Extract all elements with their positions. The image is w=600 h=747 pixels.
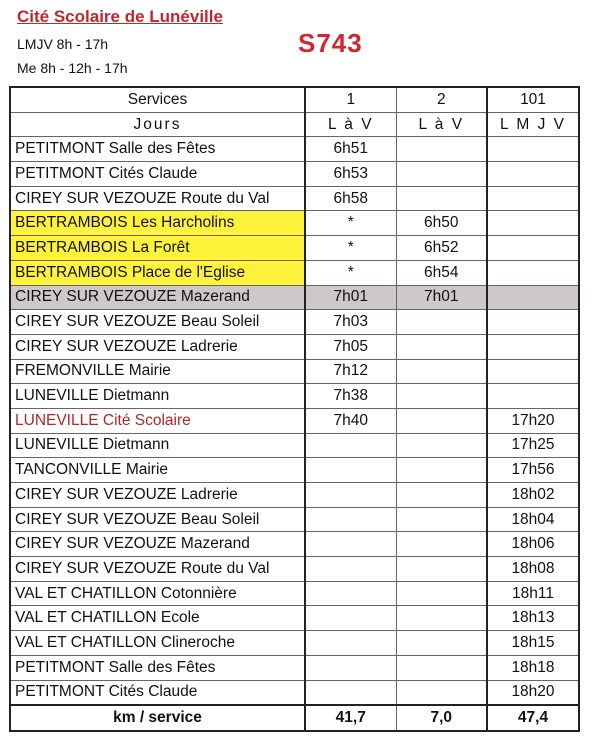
service-1-time — [305, 655, 396, 680]
table-row — [10, 285, 579, 310]
table-row — [10, 384, 579, 409]
stop-name: CIREY SUR VEZOUZE Ladrerie — [10, 483, 305, 508]
service-2-time — [396, 137, 487, 162]
service-2-time — [396, 334, 487, 359]
stop-name: LUNEVILLE Dietmann — [10, 384, 305, 409]
header-row-services — [10, 87, 579, 112]
table-row — [10, 334, 579, 359]
service-101-time: 18h18 — [487, 655, 579, 680]
service-days: L à V — [396, 112, 487, 137]
school-title: Cité Scolaire de Lunéville — [17, 7, 223, 26]
table-row — [10, 532, 579, 557]
stop-name: LUNEVILLE Dietmann — [10, 433, 305, 458]
service-2-time: 6h52 — [396, 236, 487, 261]
service-2-time — [396, 162, 487, 187]
service-101-time — [487, 285, 579, 310]
service-101-time — [487, 310, 579, 335]
table-row — [10, 631, 579, 656]
service-1-time — [305, 532, 396, 557]
service-1-time — [305, 507, 396, 532]
service-101-time — [487, 334, 579, 359]
service-1-time: 6h53 — [305, 162, 396, 187]
service-1-time: 6h58 — [305, 186, 396, 211]
table-row — [10, 458, 579, 483]
table-row — [10, 310, 579, 335]
table-row — [10, 260, 579, 285]
header-row-days — [10, 112, 579, 137]
table-row — [10, 655, 579, 680]
service-101-time: 18h08 — [487, 557, 579, 582]
stop-name: VAL ET CHATILLON Ecole — [10, 606, 305, 631]
service-101-time — [487, 211, 579, 236]
stop-name: CIREY SUR VEZOUZE Ladrerie — [10, 334, 305, 359]
service-1-time — [305, 606, 396, 631]
service-number: 1 — [305, 87, 396, 112]
days-label: Jours — [10, 112, 305, 137]
service-1-time: 7h05 — [305, 334, 396, 359]
table-row — [10, 606, 579, 631]
service-number: 2 — [396, 87, 487, 112]
service-2-time — [396, 655, 487, 680]
service-2-time — [396, 680, 487, 705]
service-101-time: 18h04 — [487, 507, 579, 532]
stop-name: CIREY SUR VEZOUZE Beau Soleil — [10, 507, 305, 532]
stop-name: TANCONVILLE Mairie — [10, 458, 305, 483]
service-2-time — [396, 631, 487, 656]
table-row — [10, 557, 579, 582]
opening-hours-weekdays: LMJV 8h - 17h — [17, 36, 109, 52]
service-1-time — [305, 458, 396, 483]
service-2-time: 6h54 — [396, 260, 487, 285]
service-2-time — [396, 186, 487, 211]
service-1-time: * — [305, 236, 396, 261]
service-1-time: 7h12 — [305, 359, 396, 384]
service-101-time: 17h25 — [487, 433, 579, 458]
stop-name: PETITMONT Salle des Fêtes — [10, 655, 305, 680]
service-2-time — [396, 359, 487, 384]
service-101-time: 18h15 — [487, 631, 579, 656]
opening-hours-wednesday: Me 8h - 12h - 17h — [17, 60, 128, 76]
stop-name: PETITMONT Cités Claude — [10, 680, 305, 705]
service-2-time — [396, 458, 487, 483]
table-row — [10, 581, 579, 606]
service-2-time — [396, 532, 487, 557]
stop-name: PETITMONT Salle des Fêtes — [10, 137, 305, 162]
service-1-time: 7h40 — [305, 408, 396, 433]
table-row — [10, 680, 579, 705]
service-2-time — [396, 433, 487, 458]
service-2-time — [396, 310, 487, 335]
service-101-time — [487, 359, 579, 384]
service-101-time — [487, 137, 579, 162]
service-1-time — [305, 483, 396, 508]
table-row — [10, 408, 579, 433]
service-101-time — [487, 236, 579, 261]
table-row — [10, 162, 579, 187]
service-101-time: 18h20 — [487, 680, 579, 705]
stop-name: VAL ET CHATILLON Clineroche — [10, 631, 305, 656]
stop-name: LUNEVILLE Cité Scolaire — [10, 408, 305, 433]
stop-name: CIREY SUR VEZOUZE Route du Val — [10, 557, 305, 582]
service-101-time — [487, 384, 579, 409]
stop-name: VAL ET CHATILLON Cotonnière — [10, 581, 305, 606]
service-101-time: 18h11 — [487, 581, 579, 606]
service-1-time: 7h03 — [305, 310, 396, 335]
service-1-time — [305, 557, 396, 582]
service-101-time — [487, 260, 579, 285]
total-km: 7,0 — [396, 705, 487, 731]
total-row — [10, 705, 579, 731]
timetable — [9, 86, 580, 732]
table-row — [10, 236, 579, 261]
service-2-time: 7h01 — [396, 285, 487, 310]
service-days: L à V — [305, 112, 396, 137]
stop-name: CIREY SUR VEZOUZE Mazerand — [10, 532, 305, 557]
stop-name: CIREY SUR VEZOUZE Beau Soleil — [10, 310, 305, 335]
service-2-time — [396, 581, 487, 606]
service-2-time — [396, 384, 487, 409]
table-row — [10, 359, 579, 384]
service-1-time: 7h38 — [305, 384, 396, 409]
total-label: km / service — [10, 705, 305, 731]
table-row — [10, 507, 579, 532]
service-2-time — [396, 408, 487, 433]
service-101-time: 18h06 — [487, 532, 579, 557]
service-1-time — [305, 433, 396, 458]
service-number: 101 — [487, 87, 579, 112]
service-2-time — [396, 507, 487, 532]
stop-name: CIREY SUR VEZOUZE Route du Val — [10, 186, 305, 211]
service-101-time: 17h20 — [487, 408, 579, 433]
services-label: Services — [10, 87, 305, 112]
total-km: 41,7 — [305, 705, 396, 731]
service-101-time: 18h02 — [487, 483, 579, 508]
stop-name: CIREY SUR VEZOUZE Mazerand — [10, 285, 305, 310]
service-101-time — [487, 162, 579, 187]
service-1-time: 6h51 — [305, 137, 396, 162]
service-101-time — [487, 186, 579, 211]
route-code: S743 — [298, 28, 363, 58]
table-row — [10, 211, 579, 236]
service-1-time — [305, 680, 396, 705]
stop-name: BERTRAMBOIS Place de l'Eglise — [10, 260, 305, 285]
table-row — [10, 483, 579, 508]
service-1-time: * — [305, 211, 396, 236]
total-km: 47,4 — [487, 705, 579, 731]
service-days: L M J V — [487, 112, 579, 137]
service-2-time: 6h50 — [396, 211, 487, 236]
service-1-time — [305, 581, 396, 606]
service-1-time — [305, 631, 396, 656]
table-row — [10, 186, 579, 211]
service-101-time: 17h56 — [487, 458, 579, 483]
stop-name: FREMONVILLE Mairie — [10, 359, 305, 384]
stop-name: BERTRAMBOIS La Forêt — [10, 236, 305, 261]
table-row — [10, 433, 579, 458]
table-row — [10, 137, 579, 162]
stop-name: PETITMONT Cités Claude — [10, 162, 305, 187]
service-2-time — [396, 557, 487, 582]
service-2-time — [396, 606, 487, 631]
service-101-time: 18h13 — [487, 606, 579, 631]
service-1-time: * — [305, 260, 396, 285]
stop-name: BERTRAMBOIS Les Harcholins — [10, 211, 305, 236]
service-2-time — [396, 483, 487, 508]
service-1-time: 7h01 — [305, 285, 396, 310]
